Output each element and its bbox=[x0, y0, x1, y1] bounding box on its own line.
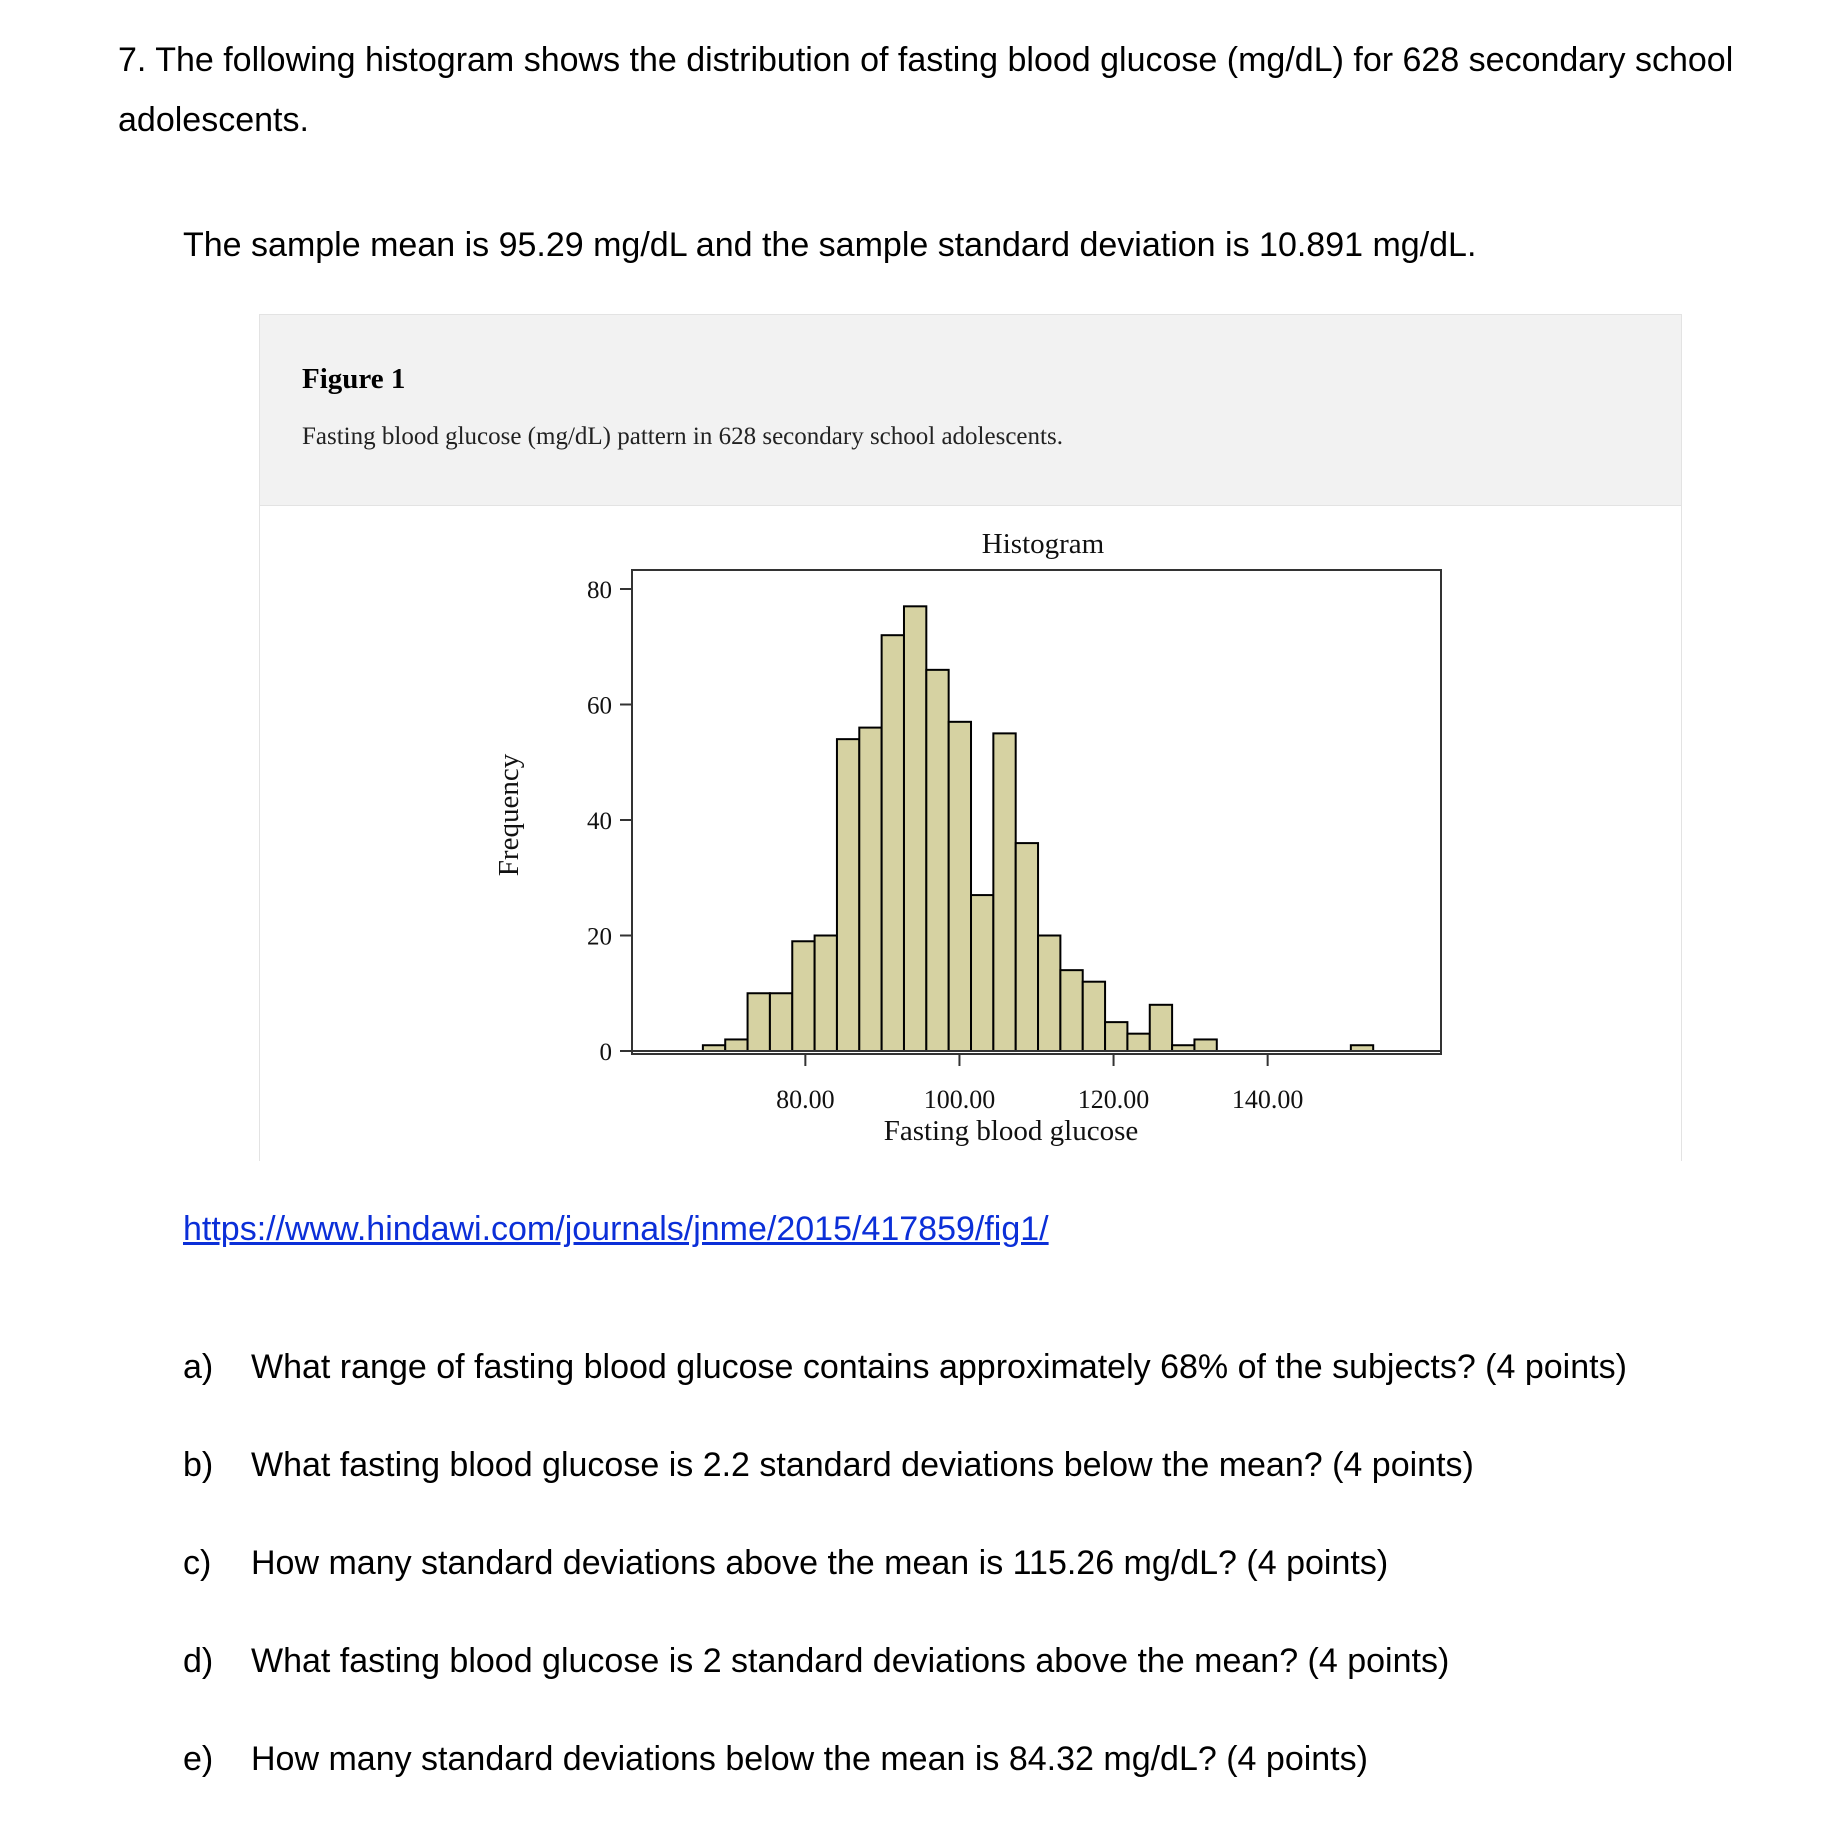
x-axis bbox=[776, 1054, 1303, 1114]
figure-caption: Fasting blood glucose (mg/dL) pattern in 628 secondary school adolescents. bbox=[302, 423, 1063, 450]
y-axis-label: Frequency bbox=[493, 753, 525, 877]
histogram-bar bbox=[1127, 1034, 1149, 1051]
histogram-bar bbox=[1016, 843, 1038, 1051]
histogram-bar bbox=[837, 739, 859, 1051]
histogram-bar bbox=[792, 941, 814, 1051]
sample-statistics: The sample mean is 95.29 mg/dL and the sample standard deviation is 10.891 mg/dL. bbox=[183, 226, 1477, 264]
figure-panel bbox=[259, 314, 1682, 1161]
histogram-bar bbox=[904, 606, 926, 1051]
histogram-bar bbox=[926, 670, 948, 1051]
y-tick-label: 20 bbox=[587, 923, 612, 951]
histogram-bar bbox=[859, 728, 881, 1051]
y-axis bbox=[587, 577, 632, 1066]
question-letter: d) bbox=[183, 1642, 214, 1680]
question-text: What range of fasting blood glucose contains approximately 68% of the subjects? (4 points) bbox=[251, 1348, 1627, 1386]
histogram-bar bbox=[971, 895, 993, 1051]
question-intro: 7. The following histogram shows the distribution of fasting blood glucose (mg/dL) for 628 secondary school adolescents. bbox=[118, 41, 1734, 139]
y-tick-label: 80 bbox=[587, 577, 612, 604]
histogram-bar bbox=[993, 733, 1015, 1051]
histogram-bar bbox=[1105, 1022, 1127, 1051]
histogram-chart bbox=[260, 315, 1681, 1161]
x-tick-label: 140.00 bbox=[1231, 1085, 1304, 1114]
y-tick-label: 0 bbox=[599, 1039, 612, 1066]
question-text: How many standard deviations below the mean is 84.32 mg/dL? (4 points) bbox=[251, 1740, 1368, 1778]
histogram-bar bbox=[1194, 1039, 1216, 1051]
question-text: What fasting blood glucose is 2.2 standard deviations below the mean? (4 points) bbox=[251, 1446, 1474, 1484]
x-tick-label: 100.00 bbox=[923, 1085, 996, 1114]
question-text: What fasting blood glucose is 2 standard deviations above the mean? (4 points) bbox=[251, 1642, 1450, 1680]
x-axis-label: Fasting blood glucose bbox=[883, 1115, 1139, 1147]
histogram-bar bbox=[1083, 982, 1105, 1051]
histogram-bar bbox=[770, 993, 792, 1051]
figure-label: Figure 1 bbox=[302, 363, 406, 395]
source-link[interactable]: https://www.hindawi.com/journals/jnme/2015/417859/fig1/ bbox=[183, 1210, 1049, 1248]
chart-title: Histogram bbox=[981, 528, 1105, 560]
question-letter: c) bbox=[183, 1544, 212, 1582]
x-tick-label: 80.00 bbox=[776, 1085, 835, 1114]
question-letter: a) bbox=[183, 1348, 214, 1386]
histogram-bar bbox=[1150, 1005, 1172, 1051]
question-text: How many standard deviations above the mean is 115.26 mg/dL? (4 points) bbox=[251, 1544, 1389, 1582]
histogram-bar bbox=[1060, 970, 1082, 1051]
histogram-bar bbox=[748, 993, 770, 1051]
y-tick-label: 40 bbox=[587, 808, 612, 835]
question-letter: b) bbox=[183, 1446, 214, 1484]
question-letter: e) bbox=[183, 1740, 214, 1778]
histogram-bar bbox=[949, 722, 971, 1051]
y-tick-label: 60 bbox=[587, 692, 612, 720]
histogram-bar bbox=[882, 635, 904, 1051]
histogram-bar bbox=[1038, 936, 1060, 1052]
x-tick-label: 120.00 bbox=[1077, 1085, 1150, 1114]
histogram-bar bbox=[725, 1039, 747, 1051]
histogram-bar bbox=[815, 936, 837, 1052]
